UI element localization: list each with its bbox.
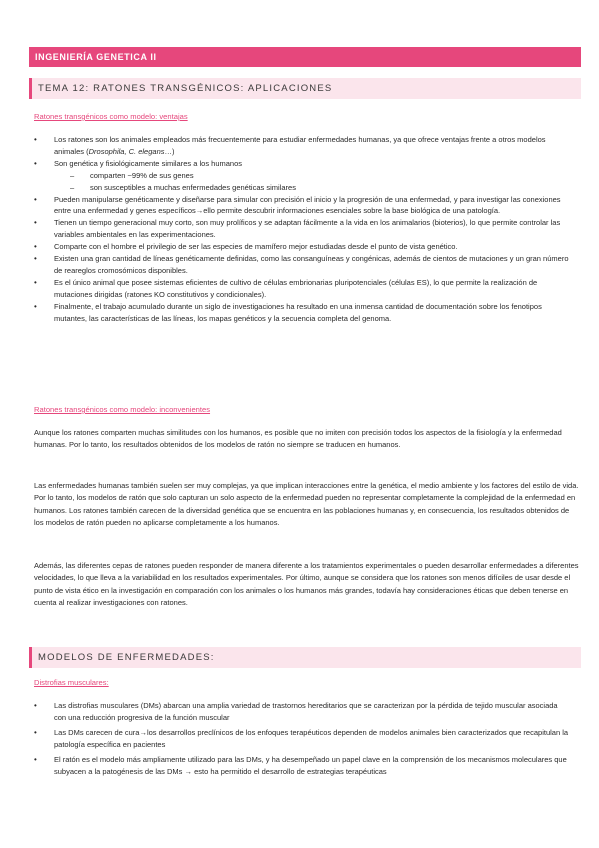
paragraph: Las enfermedades humanas también suelen ser muy complejas, ya que implican interacciones entre la genética, el medio ambiente y los factores del estilo de vida. Por lo tanto, los modelos de ratón que solo capturan un solo aspecto de la enfermedad pueden no representar completamente la complejidad de la enfermedad en humanos. Los ratones también carecen de la diversidad genética que se encuentra en las poblaciones humanas y, en consecuencia, los resultados obtenidos de los modelos de ratón pueden no aplicarse completamente a los humanos. — [34, 481, 579, 528]
bullet-icon: • — [34, 301, 37, 311]
ventajas-list — [29, 134, 569, 325]
topic-title-bar: TEMA 12: RATONES TRANSGÉNICOS: APLICACIONES — [29, 78, 581, 99]
paragraph: Además, las diferentes cepas de ratones pueden responder de manera diferente a los tratamientos experimentales o pueden desarrollar enfermedades a diferentes velocidades, lo que lleva a la variabilidad en los resultados experimentales. Por último, aunque se considera que los ratones son menos difíciles de usar desde el punto de vista ético en la investigación en comparación con los animales o los humanos más grandes, todavía hay consideraciones éticas que deben tenerse en cuenta al realizar investigaciones con ratones. — [34, 561, 579, 608]
list-item — [29, 253, 569, 277]
list-item-text: Son genética y fisiológicamente similares a los humanos — [54, 158, 243, 168]
list-item-text: Comparte con el hombre el privilegio de ser las especies de mamífero mejor estudiadas desde el punto de vista genético. — [54, 242, 458, 252]
bullet-icon: • — [34, 701, 37, 710]
distrofias-heading: Distrofias musculares: — [34, 678, 109, 687]
bullet-icon: • — [34, 194, 37, 204]
dash-icon: – — [70, 182, 75, 192]
bullet-icon: • — [34, 135, 37, 144]
distrofias-list — [29, 700, 569, 777]
bullet-icon: • — [34, 242, 37, 252]
list-item — [29, 727, 569, 751]
bullet-icon: • — [34, 158, 37, 168]
bullet-icon: • — [34, 754, 37, 764]
list-item — [29, 134, 569, 158]
dash-icon: – — [70, 170, 75, 180]
list-item-text: Es el único animal que posee sistemas eficientes de cultivo de células embrionarias pluripotenciales (células ES), lo que permite la realización de mutaciones dirigidas (ratones KO constitutivos y condicionales). — [54, 277, 538, 299]
ventajas-heading: Ratones transgénicos como modelo: ventajas — [34, 112, 188, 121]
list-item-text: Pueden manipularse genéticamente y diseñarse para simular con precisión el inicio y la progresión de una enfermedad, y para investigar las conexiones entre una enfermedad y genes específicos→ello permite descubrir informaciones esenciales sobre la base biológica de una patología. — [54, 194, 561, 216]
sub-list-item: – son susceptibles a muchas enfermedades genéticas similares — [70, 182, 296, 192]
list-item-text: Las distrofias musculares (DMs) abarcan una amplia variedad de trastornos hereditarios que se caracterizan por la pérdida de tejido muscular asociada con una reducción progresiva de la función muscular — [54, 701, 558, 722]
list-item-text: Tienen un tiempo generacional muy corto, son muy prolíficos y se adaptan fácilmente a la vida en los animalarios (bioterios), lo que permite controlar las variables ambientales en las experimentaciones. — [54, 218, 561, 240]
list-item — [29, 194, 569, 218]
italic-species: Drosophila, C. elegans — [88, 146, 165, 156]
bullet-icon: • — [34, 218, 37, 228]
list-item — [29, 277, 569, 301]
list-item-text: Finalmente, el trabajo acumulado durante un siglo de investigaciones ha resultado en una inmensa cantidad de documentación sobre los fenotipos mutantes, las características de las líneas, los mapas genéticos y la secuencia completa del genoma. — [54, 301, 542, 323]
list-item-text: Existen una gran cantidad de líneas genéticamente definidas, como las consanguíneas y congénicas, además de cientos de mutaciones y un gran número de reareglos cromosómicos disponibles. — [54, 254, 569, 275]
list-item-text: Los ratones son los animales empleados más frecuentemente para estudiar enfermedades humanas, ya que ofrece ventajas frente a otros modelos animales ( — [54, 135, 546, 156]
list-item — [29, 754, 569, 778]
list-item — [29, 241, 569, 253]
modelos-title-bar: MODELOS DE ENFERMEDADES: — [29, 647, 581, 668]
inconvenientes-heading: Ratones transgénicos como modelo: inconvenientes — [34, 405, 211, 414]
list-item-tail: …) — [164, 146, 175, 156]
sub-list-item: – comparten ~99% de sus genes — [70, 170, 194, 180]
list-item — [29, 158, 569, 194]
list-item-text: El ratón es el modelo más ampliamente utilizado para las DMs, y ha desempeñado un papel clave en la comprensión de los mecanismos moleculares que subyacen a la patogénesis de las DMs → esto ha permitido el desarrollo de estrategias terapéuticas — [54, 754, 567, 776]
sub-list — [54, 170, 569, 194]
list-item-text: Las DMs carecen de cura→los desarrollos preclínicos de los enfoques terapéuticos dependen de modelos animales bien caracterizados que recapitulan la patología específica en pacientes — [54, 727, 569, 749]
paragraph: Aunque los ratones comparten muchas similitudes con los humanos, es posible que no imiten con precisión todos los aspectos de la fisiología y la enfermedad humanas. Por lo tanto, los resultados obtenidos de los modelos de ratón no siempre se traducen en humanos. — [34, 428, 562, 450]
bullet-icon: • — [34, 277, 37, 287]
bullet-icon: • — [34, 727, 37, 737]
list-item — [29, 301, 569, 325]
course-title-bar: INGENIERÍA GENETICA II — [29, 47, 581, 67]
list-item — [29, 217, 569, 241]
bullet-icon: • — [34, 254, 37, 264]
list-item — [29, 700, 569, 724]
